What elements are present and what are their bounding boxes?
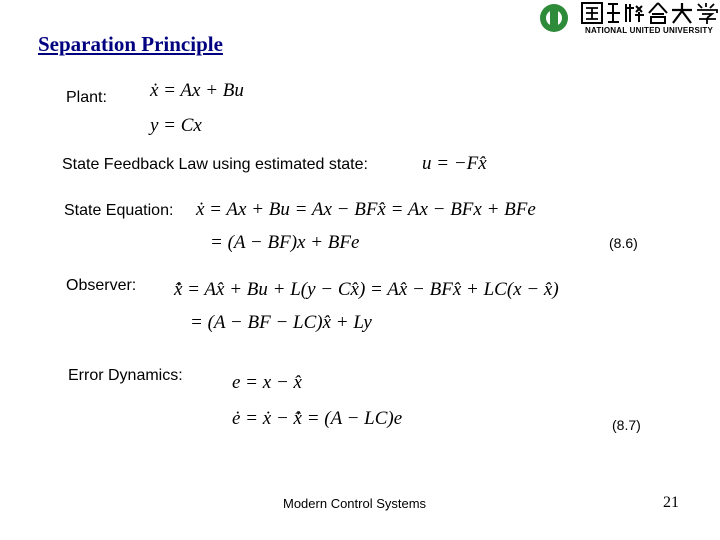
plant-output-equation: y = Cx bbox=[150, 115, 202, 136]
error-dynamics-equation: ė = ẋ − x̂̇ = (A − LC)e bbox=[232, 408, 403, 429]
state-equation-line1: ẋ = Ax + Bu = Ax − BFx̂ = Ax − BFx + BFe bbox=[196, 199, 536, 220]
equation-number-8-6: (8.6) bbox=[609, 235, 638, 251]
footer-course-name: Modern Control Systems bbox=[283, 496, 427, 511]
feedback-label: State Feedback Law using estimated state: bbox=[62, 156, 368, 173]
observer-equation-line1: x̂̇ = Ax̂ + Bu + L(y − Cx̂) = Ax̂ − BFx̂ + LC(x − x̂) bbox=[174, 279, 559, 300]
plant-state-equation: ẋ = Ax + Bu bbox=[150, 80, 244, 101]
equation-number-8-7: (8.7) bbox=[612, 417, 641, 433]
university-name: NATIONAL UNITED UNIVERSITY bbox=[585, 26, 714, 35]
observer-label: Observer: bbox=[66, 277, 137, 294]
state-equation-label: State Equation: bbox=[64, 202, 174, 219]
plant-label: Plant: bbox=[66, 89, 107, 106]
error-definition: e = x − x̂ bbox=[232, 372, 302, 393]
slide-title: Separation Principle bbox=[38, 32, 223, 56]
error-dynamics-label: Error Dynamics: bbox=[68, 367, 183, 384]
observer-equation-line2: = (A − BF − LC)x̂ + Ly bbox=[190, 312, 372, 333]
page-number: 21 bbox=[663, 494, 679, 511]
feedback-equation: u = −Fx̂ bbox=[422, 153, 487, 174]
state-equation-line2: = (A − BF)x + BFe bbox=[210, 232, 360, 253]
